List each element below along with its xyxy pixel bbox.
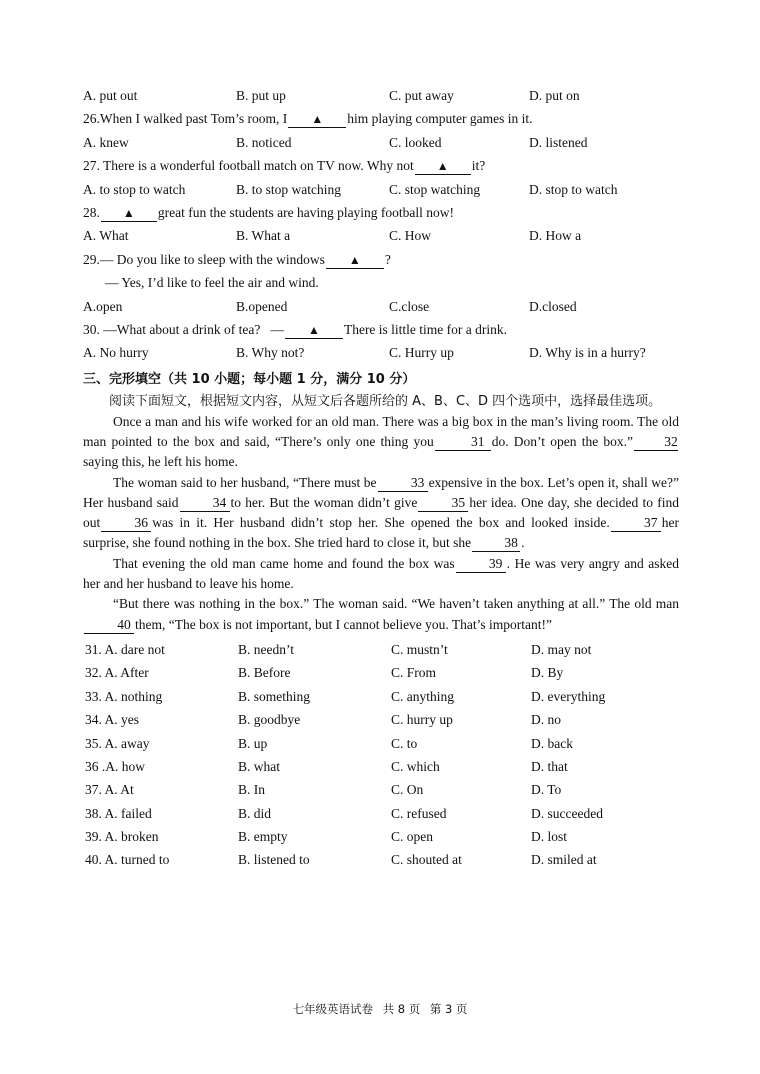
passage-text: saying this, he left his home. xyxy=(83,454,238,470)
passage-text: “But there was nothing in the box.” The woman said. “We haven’t taken anything at all.” The old man xyxy=(113,596,679,612)
question-28-option-d: D. How a xyxy=(529,228,582,244)
question-30-option-d: D. Why is in a hurry? xyxy=(529,345,646,361)
cloze-blank-31: 31 xyxy=(435,434,491,451)
passage-text: That evening the old man came home and found the box was xyxy=(113,555,455,571)
cloze-blank-38: 38 xyxy=(472,535,520,552)
cloze-options-34 xyxy=(85,708,679,731)
question-28 xyxy=(83,201,679,224)
cloze-37-option-a: 37. A. At xyxy=(85,782,134,798)
question-29-options xyxy=(83,295,679,318)
cloze-32-option-c: C. From xyxy=(391,665,437,681)
cloze-options-37 xyxy=(85,778,679,801)
passage-text: do. Don’t open the box.” xyxy=(491,433,634,449)
question-28-option-b: B. What a xyxy=(236,228,291,244)
cloze-38-option-c: C. refused xyxy=(391,805,447,821)
section-3-title: 三、完形填空（共 10 小题；每小题 1 分，满分 10 分） xyxy=(83,371,416,387)
footer-total-pages: 共 8 页 xyxy=(382,1002,421,1016)
question-29-reply: — Yes, I’d like to feel the air and wind. xyxy=(105,275,319,291)
cloze-40-option-a: 40. A. turned to xyxy=(85,852,170,868)
passage-text: was in it. Her husband didn’t stop her. She opened the box and looked inside. xyxy=(152,515,610,531)
cloze-options-32 xyxy=(85,661,679,684)
page-footer xyxy=(0,1001,760,1017)
cloze-34-option-d: D. no xyxy=(531,712,561,728)
question-28-stem: 28. xyxy=(83,204,100,220)
cloze-36-option-d: D. that xyxy=(531,758,568,774)
cloze-34-option-a: 34. A. yes xyxy=(85,712,139,728)
question-28-option-c: C. How xyxy=(389,228,432,244)
cloze-blank-37: 37 xyxy=(611,515,661,532)
question-27-options xyxy=(83,178,679,201)
cloze-31-option-c: C. mustn’t xyxy=(391,641,448,657)
cloze-38-option-b: B. did xyxy=(238,805,272,821)
question-27-blank: ▲ xyxy=(415,158,471,175)
section-3-instruction: 阅读下面短文，根据短文内容，从短文后各题所给的 A、B、C、D 四个选项中，选择最佳选项。 xyxy=(109,393,662,409)
cloze-options-38 xyxy=(85,802,679,825)
passage-text: expensive in the box. Let’s open it, shall we?” Her husband said xyxy=(83,474,679,510)
cloze-40-option-b: B. listened to xyxy=(238,852,310,868)
question-26-blank: ▲ xyxy=(288,111,346,128)
question-29 xyxy=(83,248,679,271)
cloze-32-option-a: 32. A. After xyxy=(85,665,149,681)
cloze-33-option-a: 33. A. nothing xyxy=(85,688,163,704)
cloze-blank-34: 34 xyxy=(180,495,230,512)
question-29-option-b: B.opened xyxy=(236,298,288,314)
question-25-option-b: B. put up xyxy=(236,88,286,103)
cloze-options-40 xyxy=(85,848,679,871)
question-27-option-b: B. to stop watching xyxy=(236,181,341,197)
cloze-35-option-a: 35. A. away xyxy=(85,735,150,751)
cloze-35-option-b: B. up xyxy=(238,735,268,751)
cloze-38-option-a: 38. A. failed xyxy=(85,805,152,821)
passage-paragraph-4 xyxy=(83,594,679,635)
question-28-stem-end: great fun the students are having playing football now! xyxy=(157,204,455,220)
cloze-passage xyxy=(83,412,679,635)
question-26-options xyxy=(83,131,679,154)
passage-text: them, “The box is not important, but I cannot believe you. That’s important!” xyxy=(135,616,553,632)
question-26-option-a: A. knew xyxy=(83,134,129,150)
question-26-option-b: B. noticed xyxy=(236,134,292,150)
question-29-option-d: D.closed xyxy=(529,298,577,314)
passage-paragraph-1 xyxy=(83,412,679,473)
question-30-option-a: A. No hurry xyxy=(83,345,149,361)
cloze-options-33 xyxy=(85,685,679,708)
cloze-31-option-d: D. may not xyxy=(531,641,592,657)
cloze-options-35 xyxy=(85,732,679,755)
cloze-37-option-d: D. To xyxy=(531,782,562,798)
cloze-blank-36: 36 xyxy=(101,515,151,532)
cloze-39-option-a: 39. A. broken xyxy=(85,829,159,845)
question-26-option-c: C. looked xyxy=(389,134,442,150)
question-28-option-a: A. What xyxy=(83,228,129,244)
question-27-option-a: A. to stop to watch xyxy=(83,181,186,197)
cloze-blank-33: 33 xyxy=(378,475,428,492)
passage-text: Once a man and his wife worked for an old man. There was a big box in the man’s living room. The old man pointed to the box and said, “There’s only one thing you xyxy=(83,413,679,449)
cloze-33-option-d: D. everything xyxy=(531,688,606,704)
cloze-36-option-b: B. what xyxy=(238,758,280,774)
question-30-option-b: B. Why not? xyxy=(236,345,305,361)
cloze-options-39 xyxy=(85,825,679,848)
question-27-stem-end: it? xyxy=(471,158,486,174)
cloze-32-option-b: B. Before xyxy=(238,665,291,681)
question-30-stem-end: There is little time for a drink. xyxy=(343,321,508,337)
cloze-35-option-d: D. back xyxy=(531,735,573,751)
cloze-37-option-b: B. In xyxy=(238,782,265,798)
cloze-35-option-c: C. to xyxy=(391,735,418,751)
cloze-36-option-a: 36 .A. how xyxy=(85,758,145,774)
cloze-33-option-c: C. anything xyxy=(391,688,454,704)
question-27-option-d: D. stop to watch xyxy=(529,181,618,197)
question-25-options xyxy=(83,84,679,107)
cloze-31-option-b: B. needn’t xyxy=(238,641,294,657)
question-25-option-a: A. put out xyxy=(83,88,138,103)
question-29-option-c: C.close xyxy=(389,298,430,314)
question-30-blank: ▲ xyxy=(285,322,343,339)
cloze-31-option-a: 31. A. dare not xyxy=(85,641,165,657)
cloze-36-option-c: C. which xyxy=(391,758,440,774)
question-27-stem: 27. There is a wonderful football match on TV now. Why not xyxy=(83,158,414,174)
cloze-33-option-b: B. something xyxy=(238,688,311,704)
cloze-39-option-c: C. open xyxy=(391,829,433,845)
cloze-options-31 xyxy=(85,638,679,661)
cloze-32-option-d: D. By xyxy=(531,665,564,681)
cloze-options xyxy=(83,638,679,872)
cloze-blank-35: 35 xyxy=(418,495,468,512)
passage-text: The woman said to her husband, “There must be xyxy=(113,474,377,490)
question-30-options xyxy=(83,341,679,364)
cloze-blank-39: 39 xyxy=(456,556,506,573)
passage-text: her surprise, she found nothing in the box. She tried hard to close it, but she xyxy=(83,515,679,551)
cloze-34-option-c: C. hurry up xyxy=(391,712,453,728)
question-27 xyxy=(83,154,679,177)
footer-page-number: 第 3 页 xyxy=(429,1002,468,1016)
question-28-blank: ▲ xyxy=(101,205,157,222)
question-29-stem-end: ? xyxy=(384,251,391,267)
passage-paragraph-2 xyxy=(83,473,679,554)
passage-text: . xyxy=(521,535,525,551)
question-30-stem: 30. —What about a drink of tea? — xyxy=(83,321,284,337)
cloze-blank-32: 32 xyxy=(634,434,678,451)
cloze-40-option-d: D. smiled at xyxy=(531,852,597,868)
question-26-option-d: D. listened xyxy=(529,134,588,150)
cloze-39-option-d: D. lost xyxy=(531,829,568,845)
page-content xyxy=(83,84,679,872)
cloze-37-option-c: C. On xyxy=(391,782,424,798)
question-30-option-c: C. Hurry up xyxy=(389,345,454,361)
cloze-39-option-b: B. empty xyxy=(238,829,288,845)
cloze-40-option-c: C. shouted at xyxy=(391,852,462,868)
question-29-stem: 29.— Do you like to sleep with the windows xyxy=(83,251,325,267)
cloze-blank-40: 40 xyxy=(84,617,134,634)
multiple-choice-questions xyxy=(83,107,679,364)
cloze-38-option-d: D. succeeded xyxy=(531,805,603,821)
question-27-option-c: C. stop watching xyxy=(389,181,481,197)
passage-paragraph-3 xyxy=(83,554,679,595)
footer-exam-title: 七年级英语试卷 xyxy=(292,1002,373,1016)
question-29-option-a: A.open xyxy=(83,298,123,314)
passage-text: . He was very angry and asked her and her husband to leave his home. xyxy=(83,555,679,592)
question-26-stem: 26.When I walked past Tom’s room, I xyxy=(83,111,288,127)
question-26 xyxy=(83,107,679,130)
question-28-options xyxy=(83,224,679,247)
question-25-option-c: C. put away xyxy=(389,88,454,103)
question-26-stem-end: him playing computer games in it. xyxy=(347,111,533,127)
question-30 xyxy=(83,318,679,341)
question-25-option-d: D. put on xyxy=(529,88,580,103)
cloze-options-36 xyxy=(85,755,679,778)
cloze-34-option-b: B. goodbye xyxy=(238,712,301,728)
question-29-blank: ▲ xyxy=(326,252,384,269)
passage-text: her idea. One day, she decided to find out xyxy=(83,494,679,531)
passage-text: to her. But the woman didn’t give xyxy=(230,494,418,510)
